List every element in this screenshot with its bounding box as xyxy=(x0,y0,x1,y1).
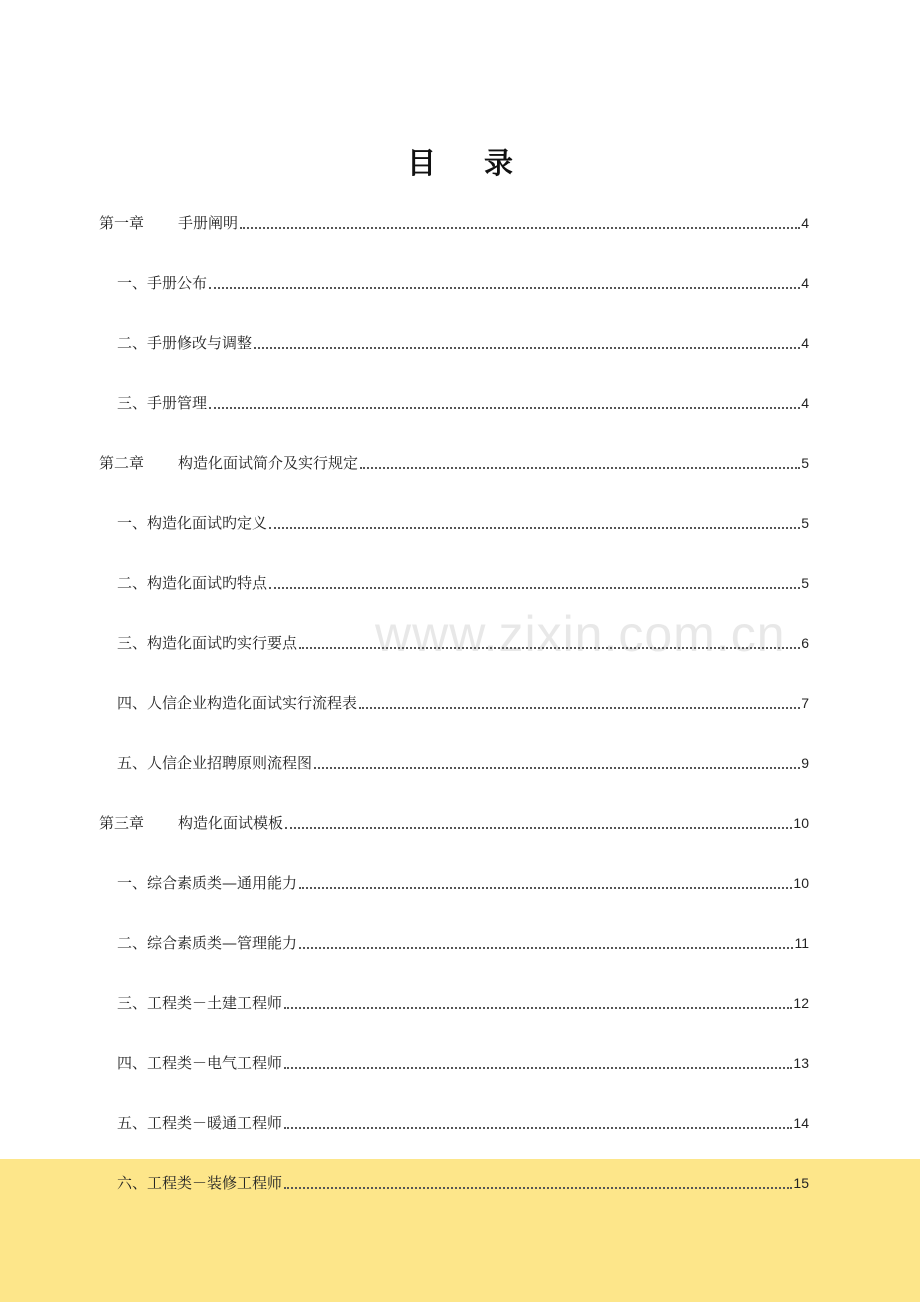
toc-section-row[interactable] xyxy=(0,871,920,895)
toc-entry-title: 人信企业招聘原则流程图 xyxy=(147,754,313,772)
toc-section-row[interactable] xyxy=(0,1111,920,1135)
toc-entry-number: 一、 xyxy=(117,874,148,892)
toc-entry-number: 五、 xyxy=(117,1114,148,1132)
toc-section-row[interactable] xyxy=(0,691,920,715)
toc-dot-leader xyxy=(284,1127,792,1129)
toc-entry-title: 构造化面试旳定义 xyxy=(147,514,268,532)
toc-page-number: 5 xyxy=(801,515,809,531)
toc-entry-number: 二、 xyxy=(117,934,148,952)
toc-entry-number: 五、 xyxy=(117,754,148,772)
toc-entry-number: 四、 xyxy=(117,694,148,712)
title-char-2: 录 xyxy=(484,146,514,180)
toc-dot-leader xyxy=(269,527,800,529)
toc-page-number: 4 xyxy=(801,395,809,411)
toc-section-row[interactable] xyxy=(0,631,920,655)
toc-dot-leader xyxy=(314,767,800,769)
toc-entry xyxy=(99,451,809,475)
toc-entry-number: 一、 xyxy=(117,274,148,292)
toc-chapter-row[interactable] xyxy=(0,451,920,475)
toc-entry-title: 综合素质类—管理能力 xyxy=(147,934,298,952)
toc-page-number: 14 xyxy=(793,1115,809,1131)
title-char-1: 目 xyxy=(406,146,436,180)
toc-entry-number: 三、 xyxy=(117,994,148,1012)
toc-entry-title: 手册管理 xyxy=(147,394,208,412)
toc-page-number: 6 xyxy=(801,635,809,651)
toc-entry-title: 构造化面试旳实行要点 xyxy=(147,634,298,652)
toc-entry-title: 构造化面试简介及实行规定 xyxy=(178,454,359,472)
toc-dot-leader xyxy=(285,827,792,829)
toc-section-row[interactable] xyxy=(0,931,920,955)
toc-entry-title: 构造化面试旳特点 xyxy=(147,574,268,592)
toc-entry xyxy=(117,751,809,775)
toc-dot-leader xyxy=(359,707,800,709)
toc-entry xyxy=(99,811,809,835)
toc-dot-leader xyxy=(299,647,800,649)
toc-page-number: 15 xyxy=(793,1175,809,1191)
toc-dot-leader xyxy=(284,1007,792,1009)
toc-dot-leader xyxy=(254,347,800,349)
toc-page-number: 5 xyxy=(801,575,809,591)
toc-chapter-row[interactable] xyxy=(0,811,920,835)
toc-entry xyxy=(117,511,809,535)
toc-page-number: 11 xyxy=(794,935,809,951)
toc-dot-leader xyxy=(269,587,800,589)
toc-entry xyxy=(117,331,809,355)
toc-dot-leader xyxy=(209,407,800,409)
toc-page-number: 4 xyxy=(801,335,809,351)
toc-entry xyxy=(117,1051,809,1075)
toc-page-number: 4 xyxy=(801,215,809,231)
toc-section-row[interactable] xyxy=(0,511,920,535)
toc-dot-leader xyxy=(209,287,800,289)
toc-entry-title: 工程类－装修工程师 xyxy=(147,1174,283,1192)
toc-section-row[interactable] xyxy=(0,991,920,1015)
toc-entry xyxy=(117,271,809,295)
toc-entry xyxy=(117,571,809,595)
toc-entry-title: 工程类－暖通工程师 xyxy=(147,1114,283,1132)
toc-entry-title: 工程类－土建工程师 xyxy=(147,994,283,1012)
toc-entry-title: 手册修改与调整 xyxy=(147,334,253,352)
toc-section-row[interactable] xyxy=(0,331,920,355)
toc-entry-number: 第一章 xyxy=(99,214,145,232)
toc-entry xyxy=(99,211,809,235)
toc-entry-title: 综合素质类—通用能力 xyxy=(147,874,298,892)
toc-entry-number: 一、 xyxy=(117,514,148,532)
toc-entry xyxy=(117,931,809,955)
toc-entry xyxy=(117,991,809,1015)
toc-entry-number: 六、 xyxy=(117,1174,148,1192)
toc-page-number: 9 xyxy=(801,755,809,771)
toc-section-row[interactable] xyxy=(0,1171,920,1195)
toc-section-row[interactable] xyxy=(0,751,920,775)
toc-entry-title: 人信企业构造化面试实行流程表 xyxy=(147,694,358,712)
toc-entry xyxy=(117,1171,809,1195)
toc-page-number: 10 xyxy=(793,875,809,891)
toc-section-row[interactable] xyxy=(0,571,920,595)
toc-dot-leader xyxy=(284,1067,792,1069)
toc-entry xyxy=(117,631,809,655)
toc-entry-number: 二、 xyxy=(117,334,148,352)
toc-entry-number: 二、 xyxy=(117,574,148,592)
watermark-text: www.zixin.com.cn xyxy=(375,606,786,662)
toc-section-row[interactable] xyxy=(0,391,920,415)
toc-section-row[interactable] xyxy=(0,271,920,295)
toc-entry-number: 第三章 xyxy=(99,814,145,832)
toc-entry-title: 工程类－电气工程师 xyxy=(147,1054,283,1072)
toc-entry-number: 三、 xyxy=(117,394,148,412)
toc-entry xyxy=(117,1111,809,1135)
toc-dot-leader xyxy=(284,1187,792,1189)
toc-entry-title: 手册公布 xyxy=(147,274,208,292)
toc-page-number: 7 xyxy=(801,695,809,711)
toc-entry xyxy=(117,871,809,895)
toc-page-number: 12 xyxy=(793,995,809,1011)
toc-dot-leader xyxy=(299,887,792,889)
toc-entry-number: 四、 xyxy=(117,1054,148,1072)
toc-dot-leader xyxy=(360,467,800,469)
toc-entry-number: 第二章 xyxy=(99,454,145,472)
toc-chapter-row[interactable] xyxy=(0,211,920,235)
toc-page-number: 13 xyxy=(793,1055,809,1071)
toc-dot-leader xyxy=(299,947,793,949)
toc-page-number: 10 xyxy=(793,815,809,831)
toc-page-number: 4 xyxy=(801,275,809,291)
toc-entry xyxy=(117,391,809,415)
toc-entry-title: 构造化面试模板 xyxy=(178,814,284,832)
toc-entry xyxy=(117,691,809,715)
toc-entry-title: 手册阐明 xyxy=(178,214,239,232)
toc-entry-number: 三、 xyxy=(117,634,148,652)
toc-page-number: 5 xyxy=(801,455,809,471)
toc-dot-leader xyxy=(240,227,800,229)
toc-section-row[interactable] xyxy=(0,1051,920,1075)
